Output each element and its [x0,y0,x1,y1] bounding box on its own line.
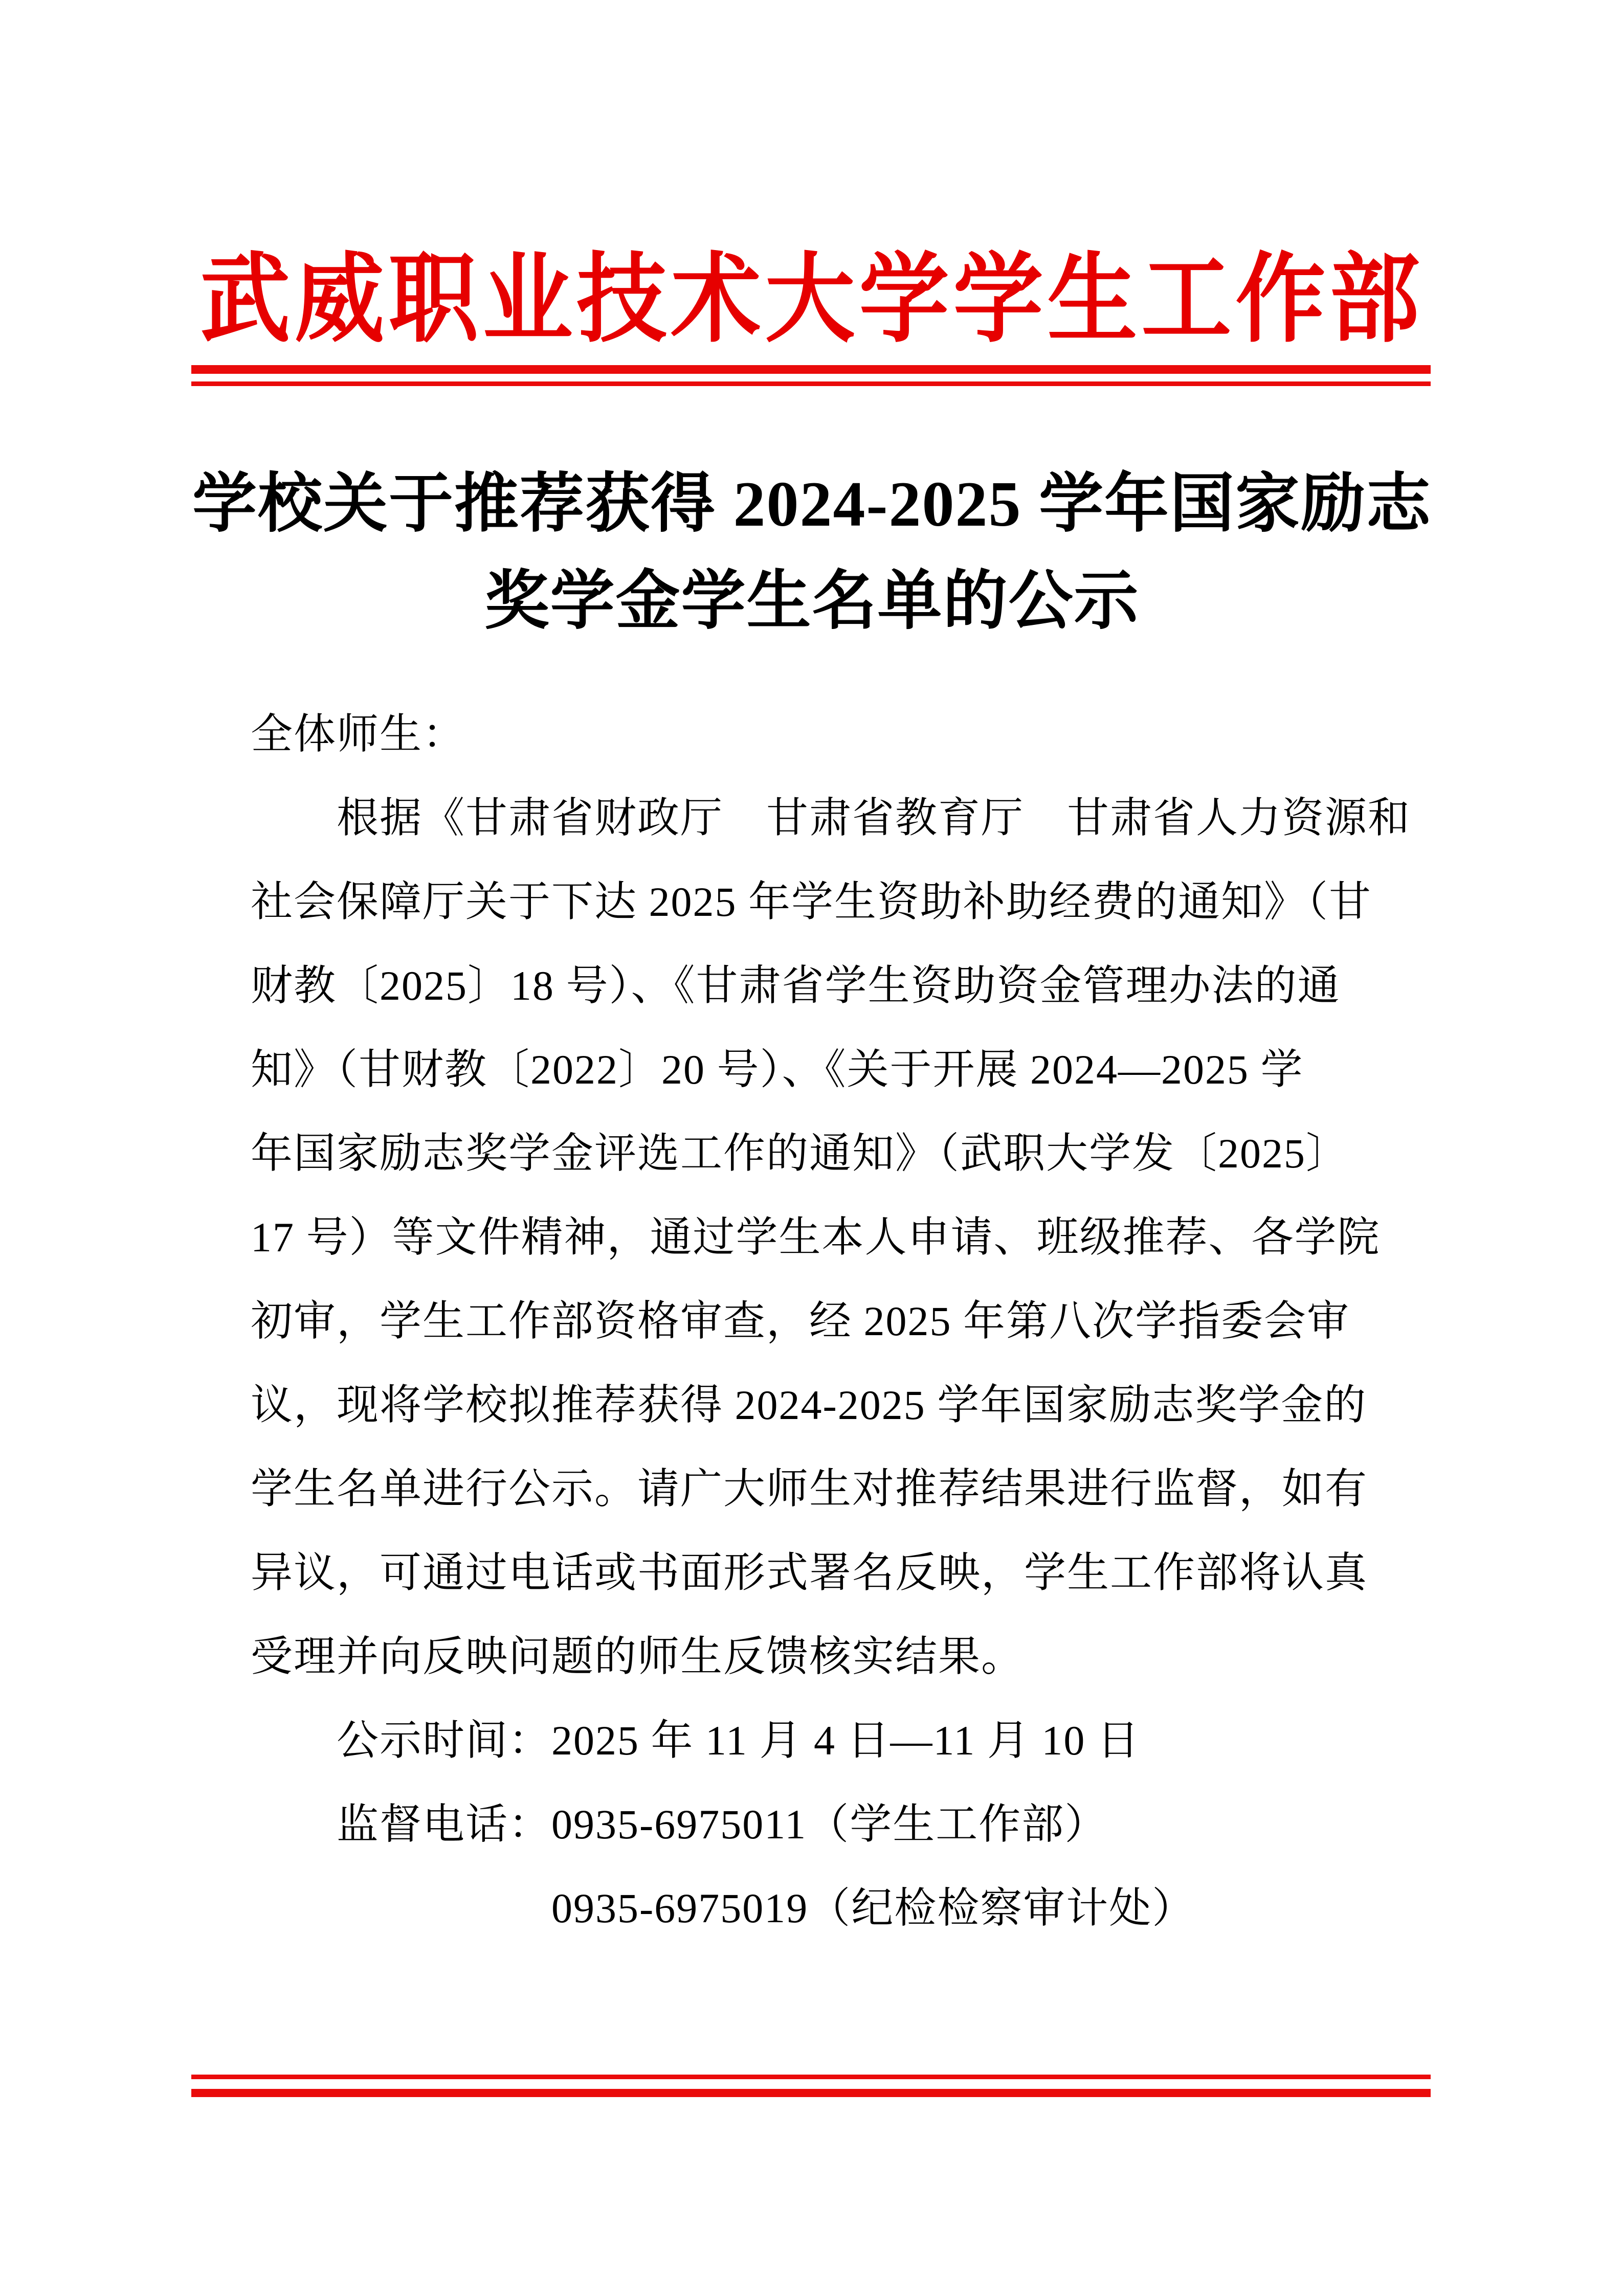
paragraph-line: 财教〔2025〕18 号）、《甘肃省学生资助资金管理办法的通 [251,962,1341,1009]
paragraph-line: 年国家励志奖学金评选工作的通知》（武职大学发〔2025〕 [251,1130,1349,1177]
paragraph-line: 受理并向反映问题的师生反馈核实结果。 [251,1633,1025,1680]
paragraph-line: 异议，可通过电话或书面形式署名反映，学生工作部将认真 [251,1549,1368,1596]
salutation: 全体师生： [251,711,466,757]
supervision-phone-line-2: 0935-6975019（纪检检察审计处） [551,1885,1195,1931]
paragraph-line: 初审，学生工作部资格审查，经 2025 年第八次学指委会审 [251,1298,1350,1344]
supervision-phone-line-1: 监督电话：0935-6975011（学生工作部） [337,1801,1108,1848]
letterhead-org-name: 武威职业技术大学学生工作部 [200,246,1424,354]
paragraph-line: 社会保障厅关于下达 2025 年学生资助补助经费的通知》（甘 [251,879,1372,925]
page-title-line-1: 学校关于推荐获得 2024-2025 学年国家励志 [192,469,1432,540]
letterhead-rule-thin [191,381,1431,386]
notice-body [251,692,1411,1950]
paragraph-line: 17 号）等文件精神，通过学生本人申请、班级推荐、各学院 [251,1214,1381,1260]
paragraph-line: 根据《甘肃省财政厅 甘肃省教育厅 甘肃省人力资源和 [337,795,1411,841]
page-title [192,456,1432,650]
page-title-line-2: 奖学金学生名单的公示 [484,566,1140,637]
paragraph-line: 知》（甘财教〔2022〕20 号）、《关于开展 2024—2025 学 [251,1046,1304,1093]
paragraph-line: 学生名单进行公示。请广大师生对推荐结果进行监督，如有 [251,1466,1368,1512]
paragraph-line: 议，现将学校拟推荐获得 2024-2025 学年国家励志奖学金的 [251,1382,1367,1428]
publicity-period-line: 公示时间：2025 年 11 月 4 日—11 月 10 日 [337,1717,1140,1764]
footer-rule-thin [191,2075,1431,2079]
footer-rule-thick [191,2089,1431,2097]
letterhead-rule-thick [191,365,1431,374]
